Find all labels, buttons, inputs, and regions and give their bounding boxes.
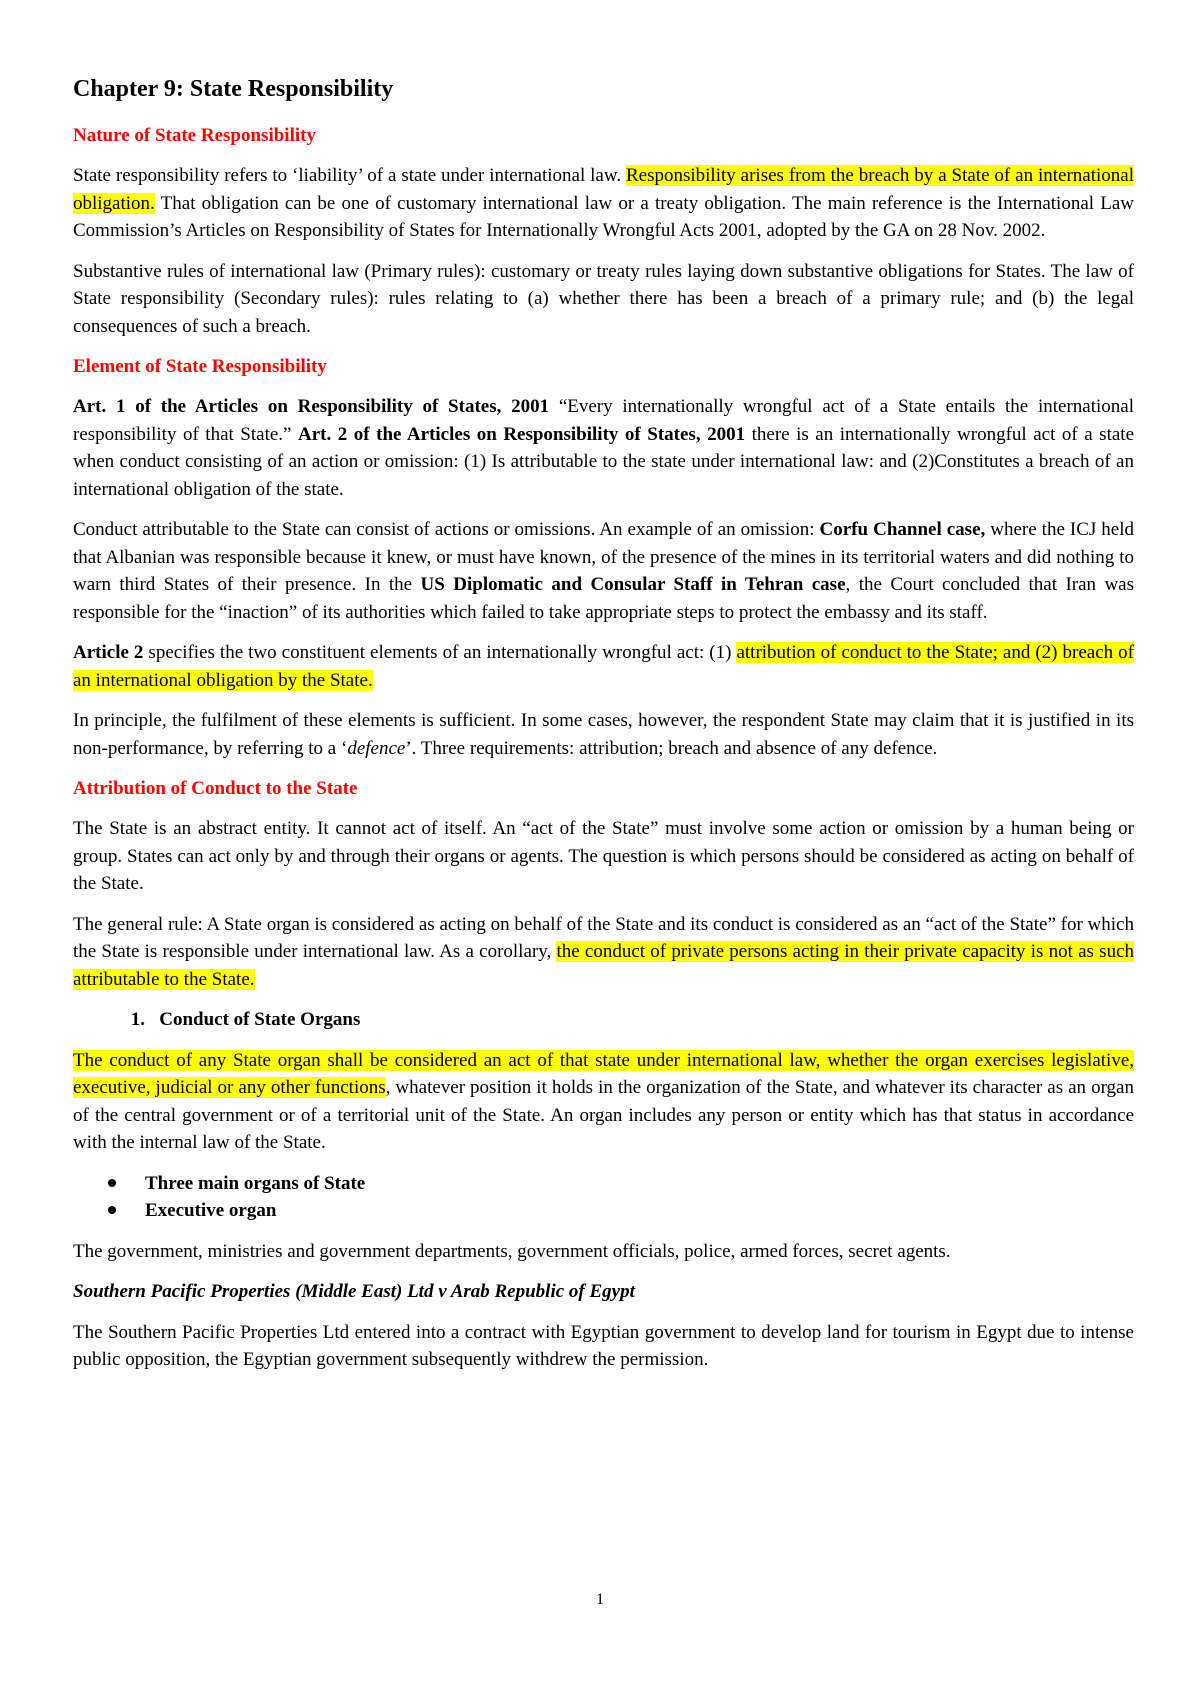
heading-attribution: Attribution of Conduct to the State [73,778,358,799]
bullet-label: Three main organs of State [145,1172,366,1194]
bullet-icon [108,1179,116,1187]
paragraph-attribution-5: The Southern Pacific Properties Ltd entered into a contract with Egyptian government to develop land for tourism in Egypt due to intense public opposition, the Egyptian government subsequently withdrew the permission. [73,1321,1134,1370]
highlighted-text: Responsibility arises from the breach by a State of an international obligation. [73,165,1134,214]
text: specifies the two constituent elements of an internationally wrongful act: (1) [143,642,737,663]
list-number: 1. [130,1009,145,1030]
bold-text: Art. 2 of the Articles on Responsibility of States, 2001 [298,423,746,445]
paragraph-nature-1 [73,162,1134,245]
paragraph-nature-2: Substantive rules of international law (Primary rules): customary or treaty rules laying down substantive obligations for States. The law of State responsibility (Secondary rules): rules relating to (a) whether there has been a breach of a primary rule; and (b) the legal consequences of such a breach. [73,260,1134,337]
text: Conduct attributable to the State can consist of actions or omissions. An example of an omission: [73,519,820,540]
bullet-item [73,1170,1134,1198]
text: The general rule: A State organ is considered as acting on behalf of the State and its conduct is considered as an “act of the State” for which the State is responsible under international law. As a corollary, [73,913,1134,962]
text: , whatever position it holds in the organization of the State, and whatever its character as an organ of the central government or of a territorial unit of the State. An organ includes any person or entity which has that status in accordance with the internal law of the State. [73,1077,1134,1153]
paragraph-attribution-3 [73,1047,1134,1157]
bullet-item [73,1197,1134,1225]
case-name: Corfu Channel case, [819,519,986,540]
bold-text: Art. 1 of the Articles on Responsibility of States, 2001 [73,396,550,417]
text: That obligation can be one of customary international law or a treaty obligation. The main reference is the International Law Commission’s Articles on Responsibility of States for Internationally Wrongful Acts 2001, adopted by the GA on 28 Nov. 2002. [73,192,1134,241]
paragraph-attribution-4: The government, ministries and government departments, government officials, police, armed forces, secret agents. [73,1240,951,1262]
bullet-icon [108,1206,116,1214]
bullet-label: Executive organ [145,1200,277,1221]
paragraph-element-1 [73,393,1134,503]
text: ’. Three requirements: attribution; breach and absence of any defence. [405,737,938,759]
heading-nature: Nature of State Responsibility [73,125,316,146]
italic-text: defence [347,737,406,759]
list-item-label: Conduct of State Organs [159,1009,361,1030]
paragraph-element-3 [73,639,1134,694]
heading-element: Element of State Responsibility [73,356,327,377]
text: there is an internationally wrongful act of a state when conduct consisting of an action or omission: (1) Is attributable to the state under international law: and (2)Constitutes a breach of an international obligation of the state. [73,423,1135,500]
text: In principle, the fulfilment of these elements is sufficient. In some cases, however, the respondent State may claim that it is justified in its non-performance, by referring to a ‘ [73,710,1134,759]
text: “Every internationally wrongful act of a State entails the international responsibility of that State.” [73,396,1134,445]
numbered-list [73,1006,1134,1034]
text: , the Court concluded that Iran was responsible for the “inaction” of its authorities which failed to take appropriate steps to protect the embassy and its staff. [73,574,1135,623]
highlighted-text: The conduct of any State organ shall be considered an act of that state under international law, whether the organ exercises legislative, executive, judicial or any other functions [73,1049,1134,1098]
highlighted-text: the conduct of private persons acting in their private capacity is not as such attributable to the State. [73,941,1134,990]
bold-text: Article 2 [73,642,144,663]
text: where the ICJ held that Albanian was responsible because it knew, or must have known, of the presence of the mines in its territorial waters and did nothing to warn third States of their presence. In the [73,519,1134,595]
paragraph-attribution-2 [73,911,1134,994]
paragraph-attribution-1: The State is an abstract entity. It cannot act of itself. An “act of the State” must involve some action or omission by a human being or group. States can act only by and through their organs or agents. The question is which persons should be considered as acting on behalf of the State. [73,818,1134,894]
list-item [73,1006,1134,1034]
case-heading: Southern Pacific Properties (Middle East) Ltd v Arab Republic of Egypt [73,1281,635,1302]
page-title: Chapter 9: State Responsibility [73,76,394,102]
highlighted-text: attribution of conduct to the State; and (2) breach of an international obligation by the State. [73,642,1134,691]
case-name: US Diplomatic and Consular Staff in Tehran case [420,574,846,595]
paragraph-element-2 [73,516,1134,626]
bullet-list [73,1170,1134,1225]
page-number: 1 [596,1591,604,1608]
text: State responsibility refers to ‘liability’ of a state under international law. [73,165,626,186]
paragraph-element-4 [73,707,1134,762]
